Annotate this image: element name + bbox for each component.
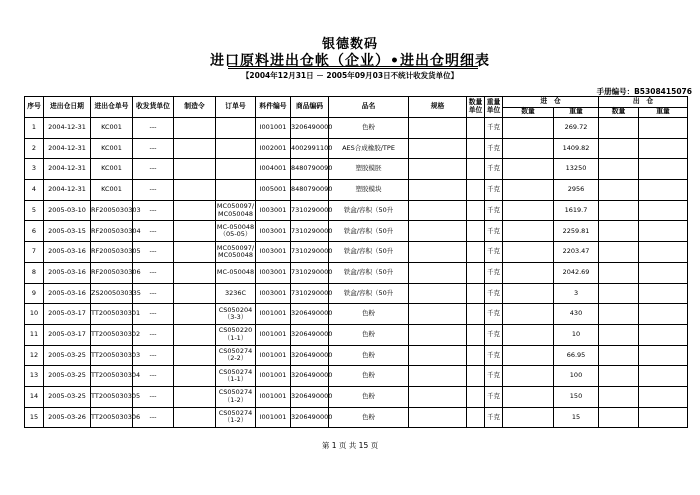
cell-in-wt: 100 [554,366,599,387]
manual-number-value: B5308415076 [634,87,692,96]
cell-in-wt: 2956 [554,180,599,201]
cell-goods-code: 3206490000 [291,345,329,366]
header-maker: 制造令 [174,97,216,118]
cell-out-qty [599,407,639,428]
cell-spec [409,407,467,428]
cell-seq: 12 [25,345,44,366]
cell-wt-unit: 千克 [485,283,503,304]
cell-maker [174,304,216,325]
table-row [25,304,688,325]
cell-seq: 5 [25,200,44,221]
cell-material-no: I003001 [256,200,291,221]
header-order-no: 订单号 [216,97,256,118]
cell-in-qty [503,180,554,201]
cell-qty-unit [467,283,485,304]
cell-seq: 3 [25,159,44,180]
cell-seq: 10 [25,304,44,325]
cell-wt-unit: 千克 [485,304,503,325]
cell-in-qty [503,366,554,387]
cell-goods-code: 7310290000 [291,200,329,221]
cell-name: 铁盒/容积（50升 [329,242,409,263]
cell-maker [174,407,216,428]
cell-qty-unit [467,304,485,325]
cell-out-qty [599,345,639,366]
header-seq: 序号 [25,97,44,118]
cell-out-wt [639,366,688,387]
cell-party: --- [133,159,174,180]
cell-in-wt: 2259.81 [554,221,599,242]
cell-maker [174,118,216,139]
header-in-group: 进 仓 [503,97,599,108]
cell-order-no [216,180,256,201]
header-out-qty: 数量 [599,107,639,118]
cell-spec [409,386,467,407]
cell-material-no: I001001 [256,386,291,407]
cell-in-wt: 10 [554,324,599,345]
header-out-wt: 重量 [639,107,688,118]
cell-in-qty [503,159,554,180]
cell-in-wt: 66.95 [554,345,599,366]
cell-goods-code: 3206490000 [291,304,329,325]
cell-party: --- [133,262,174,283]
cell-maker [174,324,216,345]
cell-qty-unit [467,138,485,159]
cell-party: --- [133,304,174,325]
cell-in-qty [503,345,554,366]
cell-name: 色粉 [329,304,409,325]
cell-name: 铁盒/容积（50升 [329,283,409,304]
cell-spec [409,366,467,387]
table-row [25,262,688,283]
cell-material-no: I001001 [256,304,291,325]
cell-out-wt [639,138,688,159]
cell-date: 2005-03-25 [44,386,91,407]
header-material-no: 料件编号 [256,97,291,118]
table-row [25,138,688,159]
cell-material-no: I005001 [256,180,291,201]
cell-wt-unit: 千克 [485,407,503,428]
cell-spec [409,304,467,325]
cell-party: --- [133,407,174,428]
cell-seq: 11 [25,324,44,345]
cell-spec [409,283,467,304]
cell-in-wt: 15 [554,407,599,428]
cell-spec [409,118,467,139]
cell-material-no: I001001 [256,118,291,139]
cell-name: AES合成橡胶/TPE [329,138,409,159]
cell-spec [409,345,467,366]
header-qty-unit: 数量单位 [467,97,485,118]
cell-wt-unit: 千克 [485,118,503,139]
cell-seq: 9 [25,283,44,304]
cell-party: --- [133,242,174,263]
header-in-qty: 数量 [503,107,554,118]
cell-doc-no: RF2005030303 [91,200,133,221]
cell-party: --- [133,386,174,407]
cell-name: 色粉 [329,386,409,407]
cell-in-qty [503,200,554,221]
report-title: 进口原料进出仓帐（企业）•进出仓明细表 [210,53,490,69]
cell-doc-no: RF2005030304 [91,221,133,242]
cell-qty-unit [467,159,485,180]
cell-material-no: I001001 [256,366,291,387]
cell-doc-no: ZS2005030335 [91,283,133,304]
cell-name: 色粉 [329,407,409,428]
cell-goods-code: 3206490000 [291,386,329,407]
header-wt-unit: 重量单位 [485,97,503,118]
table-row [25,386,688,407]
cell-seq: 2 [25,138,44,159]
cell-order-no: CS050274 （1-2） [216,386,256,407]
cell-maker [174,386,216,407]
cell-in-qty [503,221,554,242]
cell-seq: 13 [25,366,44,387]
cell-date: 2005-03-15 [44,221,91,242]
cell-doc-no: TT2005030306 [91,407,133,428]
cell-wt-unit: 千克 [485,324,503,345]
table-body [25,118,688,428]
cell-out-qty [599,304,639,325]
table-row [25,345,688,366]
cell-in-qty [503,407,554,428]
cell-wt-unit: 千克 [485,159,503,180]
table-row [25,221,688,242]
cell-out-qty [599,366,639,387]
cell-material-no: I003001 [256,242,291,263]
cell-qty-unit [467,262,485,283]
cell-wt-unit: 千克 [485,262,503,283]
cell-date: 2005-03-25 [44,345,91,366]
cell-out-wt [639,262,688,283]
cell-qty-unit [467,118,485,139]
cell-wt-unit: 千克 [485,180,503,201]
cell-goods-code: 7310290000 [291,283,329,304]
cell-order-no: CS050220 （1-1） [216,324,256,345]
cell-material-no: I003001 [256,221,291,242]
table-row [25,324,688,345]
manual-number-label: 手册编号： [596,87,635,96]
cell-wt-unit: 千克 [485,138,503,159]
table-row [25,366,688,387]
company-name: 银德数码 [321,37,378,52]
cell-maker [174,138,216,159]
cell-material-no: I001001 [256,407,291,428]
cell-material-no: I003001 [256,262,291,283]
cell-doc-no: TT2005030301 [91,304,133,325]
table-row [25,180,688,201]
cell-wt-unit: 千克 [485,366,503,387]
cell-qty-unit [467,324,485,345]
cell-doc-no: TT2005030305 [91,386,133,407]
cell-in-qty [503,283,554,304]
cell-doc-no: KC001 [91,118,133,139]
cell-seq: 1 [25,118,44,139]
cell-out-qty [599,242,639,263]
header-party: 收发货单位 [133,97,174,118]
cell-out-qty [599,180,639,201]
cell-doc-no: TT2005030304 [91,366,133,387]
table-row [25,283,688,304]
cell-in-qty [503,386,554,407]
cell-out-wt [639,118,688,139]
cell-party: --- [133,366,174,387]
cell-seq: 14 [25,386,44,407]
cell-out-wt [639,180,688,201]
cell-spec [409,200,467,221]
cell-date: 2004-12-31 [44,138,91,159]
cell-wt-unit: 千克 [485,386,503,407]
cell-out-wt [639,345,688,366]
cell-out-wt [639,242,688,263]
cell-out-qty [599,221,639,242]
cell-qty-unit [467,242,485,263]
cell-maker [174,200,216,221]
cell-maker [174,159,216,180]
cell-date: 2005-03-26 [44,407,91,428]
cell-spec [409,221,467,242]
cell-date: 2005-03-16 [44,262,91,283]
table-header [25,97,688,118]
cell-out-qty [599,138,639,159]
cell-in-qty [503,262,554,283]
header-out-group: 出 仓 [599,97,688,108]
cell-party: --- [133,283,174,304]
cell-maker [174,366,216,387]
cell-order-no: MC-050048 （05-05） [216,221,256,242]
cell-out-wt [639,221,688,242]
cell-goods-code: 7310290000 [291,262,329,283]
header-in-date: 进出仓日期 [44,97,91,118]
cell-party: --- [133,180,174,201]
cell-order-no: CS050274 （1-2） [216,407,256,428]
cell-maker [174,242,216,263]
cell-goods-code: 3206490000 [291,366,329,387]
cell-qty-unit [467,407,485,428]
cell-in-qty [503,242,554,263]
cell-name: 塑胶模胚 [329,159,409,180]
detail-table [24,96,688,428]
table-row [25,407,688,428]
cell-seq: 8 [25,262,44,283]
cell-party: --- [133,138,174,159]
table-row [25,159,688,180]
cell-spec [409,262,467,283]
cell-material-no: I002001 [256,138,291,159]
cell-seq: 7 [25,242,44,263]
report-period: 【2004年12月31日 － 2005年09月03日不统计收发货单位】 [241,71,459,80]
cell-maker [174,262,216,283]
cell-order-no: CS050274 （2-2） [216,345,256,366]
cell-party: --- [133,221,174,242]
cell-in-wt: 430 [554,304,599,325]
cell-order-no: CS050204 （3-3） [216,304,256,325]
cell-seq: 6 [25,221,44,242]
cell-date: 2005-03-17 [44,304,91,325]
cell-date: 2004-12-31 [44,159,91,180]
cell-out-qty [599,283,639,304]
cell-in-wt: 1619.7 [554,200,599,221]
cell-qty-unit [467,221,485,242]
cell-doc-no: RF2005030306 [91,262,133,283]
header-goods-code: 商品编码 [291,97,329,118]
cell-date: 2004-12-31 [44,180,91,201]
cell-out-wt [639,324,688,345]
cell-order-no [216,118,256,139]
cell-in-wt: 3 [554,283,599,304]
cell-spec [409,159,467,180]
cell-doc-no: KC001 [91,159,133,180]
cell-party: --- [133,345,174,366]
cell-goods-code: 8480790090 [291,159,329,180]
header-in-wt: 重量 [554,107,599,118]
cell-name: 铁盒/容积（50升 [329,221,409,242]
cell-name: 铁盒/容积（50升 [329,262,409,283]
title-underline [228,66,478,67]
cell-material-no: I004001 [256,159,291,180]
table-row [25,242,688,263]
cell-out-qty [599,262,639,283]
cell-material-no: I001001 [256,324,291,345]
cell-out-wt [639,200,688,221]
cell-name: 塑胶模块 [329,180,409,201]
cell-maker [174,180,216,201]
cell-in-wt: 2042.69 [554,262,599,283]
cell-goods-code: 3206490000 [291,407,329,428]
cell-date: 2004-12-31 [44,118,91,139]
cell-order-no: MC050097/ MC050048 [216,200,256,221]
cell-spec [409,180,467,201]
cell-doc-no: RF2005030305 [91,242,133,263]
cell-wt-unit: 千克 [485,200,503,221]
cell-wt-unit: 千克 [485,345,503,366]
cell-qty-unit [467,345,485,366]
title-underline-2 [228,68,478,69]
cell-order-no: MC-050048 [216,262,256,283]
cell-maker [174,345,216,366]
cell-material-no: I003001 [256,283,291,304]
cell-doc-no: KC001 [91,180,133,201]
cell-wt-unit: 千克 [485,242,503,263]
cell-order-no [216,159,256,180]
cell-in-qty [503,118,554,139]
cell-name: 色粉 [329,366,409,387]
cell-maker [174,221,216,242]
cell-seq: 15 [25,407,44,428]
cell-out-wt [639,407,688,428]
cell-order-no [216,138,256,159]
cell-out-qty [599,386,639,407]
cell-seq: 4 [25,180,44,201]
cell-date: 2005-03-10 [44,200,91,221]
cell-in-qty [503,138,554,159]
cell-out-wt [639,159,688,180]
cell-goods-code: 7310290000 [291,242,329,263]
cell-order-no: CS050274 （1-1） [216,366,256,387]
cell-party: --- [133,324,174,345]
header-spec: 规格 [409,97,467,118]
table-row [25,200,688,221]
cell-in-qty [503,324,554,345]
cell-goods-code: 3206490000 [291,118,329,139]
cell-spec [409,324,467,345]
cell-date: 2005-03-17 [44,324,91,345]
cell-in-wt: 2203.47 [554,242,599,263]
cell-date: 2005-03-25 [44,366,91,387]
cell-name: 铁盒/容积（50升 [329,200,409,221]
cell-material-no: I001001 [256,345,291,366]
cell-spec [409,138,467,159]
cell-qty-unit [467,386,485,407]
cell-out-qty [599,200,639,221]
page-indicator: 第 1 页 共 15 页 [321,441,379,450]
cell-name: 色粉 [329,118,409,139]
cell-maker [174,283,216,304]
cell-qty-unit [467,180,485,201]
cell-in-wt: 269.72 [554,118,599,139]
cell-doc-no: TT2005030302 [91,324,133,345]
cell-in-qty [503,304,554,325]
header-doc-no: 进出仓单号 [91,97,133,118]
header-name: 品名 [329,97,409,118]
cell-goods-code: 3206490000 [291,324,329,345]
cell-doc-no: KC001 [91,138,133,159]
table-row [25,118,688,139]
cell-qty-unit [467,200,485,221]
cell-in-wt: 1409.82 [554,138,599,159]
cell-spec [409,242,467,263]
cell-out-wt [639,304,688,325]
cell-out-qty [599,324,639,345]
cell-wt-unit: 千克 [485,221,503,242]
cell-doc-no: TT2005030303 [91,345,133,366]
cell-goods-code: 8480790090 [291,180,329,201]
cell-date: 2005-03-16 [44,283,91,304]
cell-goods-code: 4002991100 [291,138,329,159]
cell-party: --- [133,200,174,221]
cell-out-qty [599,118,639,139]
cell-order-no: 3236C [216,283,256,304]
cell-date: 2005-03-16 [44,242,91,263]
cell-out-wt [639,386,688,407]
cell-name: 色粉 [329,345,409,366]
cell-name: 色粉 [329,324,409,345]
cell-goods-code: 7310290000 [291,221,329,242]
cell-qty-unit [467,366,485,387]
cell-in-wt: 150 [554,386,599,407]
cell-out-wt [639,283,688,304]
cell-party: --- [133,118,174,139]
cell-out-qty [599,159,639,180]
cell-in-wt: 13250 [554,159,599,180]
cell-order-no: MC050097/ MC050048 [216,242,256,263]
